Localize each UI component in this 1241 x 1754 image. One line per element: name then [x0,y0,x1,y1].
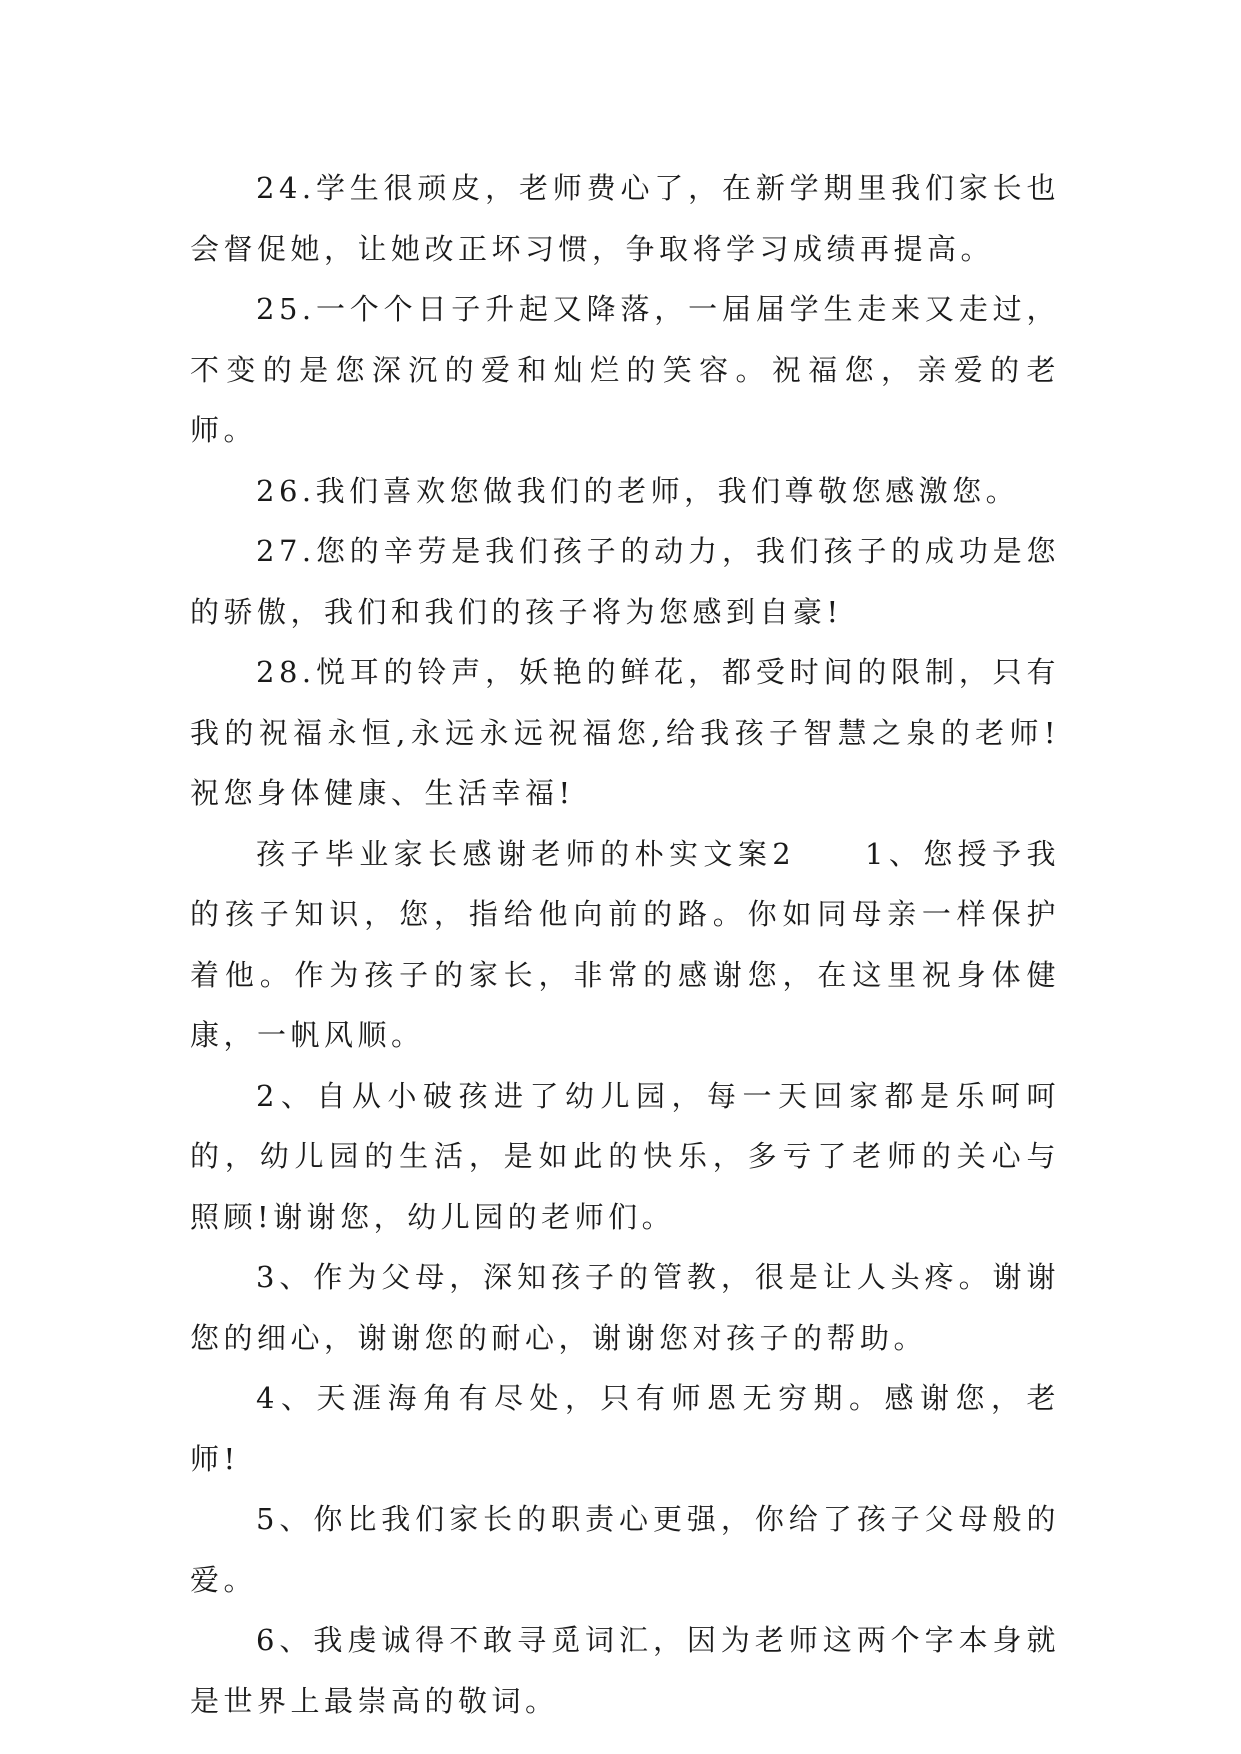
paragraph-text: 27.您的辛劳是我们孩子的动力，我们孩子的成功是您的骄傲，我们和我们的孩子将为您感到自豪! [190,534,1060,629]
paragraph-text: 25.一个个日子升起又降落，一届届学生走来又走过，不变的是您深沉的爱和灿烂的笑容。祝福您，亲爱的老师。 [190,292,1060,447]
paragraph-text: 6、我虔诚得不敢寻觅词汇，因为老师这两个字本身就是世界上最崇高的敬词。 [190,1623,1060,1718]
paragraph-24 [190,158,1060,279]
paragraph-6 [190,1610,1060,1731]
paragraph-text: 28.悦耳的铃声，妖艳的鲜花，都受时间的限制，只有我的祝福永恒,永远永远祝福您,给我孩子智慧之泉的老师!祝您身体健康、生活幸福! [190,655,1060,810]
paragraph-5 [190,1489,1060,1610]
paragraph-28 [190,642,1060,824]
document-body [190,158,1060,1731]
paragraph-text: 孩子毕业家长感谢老师的朴实文案2 1、您授予我的孩子知识，您，指给他向前的路。你如同母亲一样保护着他。作为孩子的家长，非常的感谢您，在这里祝身体健康，一帆风顺。 [190,836,1060,1052]
section-heading-paragraph [190,824,1060,1066]
paragraph-25 [190,279,1060,461]
paragraph-text: 2、自从小破孩进了幼儿园，每一天回家都是乐呵呵的，幼儿园的生活，是如此的快乐，多亏了老师的关心与照顾!谢谢您，幼儿园的老师们。 [190,1078,1060,1234]
paragraph-text: 26.我们喜欢您做我们的老师，我们尊敬您感激您。 [256,473,1020,508]
paragraph-3 [190,1247,1060,1368]
paragraph-4 [190,1368,1060,1489]
paragraph-26 [190,461,1060,522]
paragraph-text: 4、天涯海角有尽处，只有师恩无穷期。感谢您，老师! [190,1381,1060,1476]
paragraph-text: 5、你比我们家长的职责心更强，你给了孩子父母般的爱。 [190,1502,1060,1597]
paragraph-text: 24.学生很顽皮，老师费心了，在新学期里我们家长也会督促她，让她改正坏习惯，争取将学习成绩再提高。 [190,171,1060,266]
paragraph-27 [190,521,1060,642]
paragraph-text: 3、作为父母，深知孩子的管教，很是让人头疼。谢谢您的细心，谢谢您的耐心，谢谢您对孩子的帮助。 [190,1260,1060,1355]
paragraph-2 [190,1066,1060,1248]
